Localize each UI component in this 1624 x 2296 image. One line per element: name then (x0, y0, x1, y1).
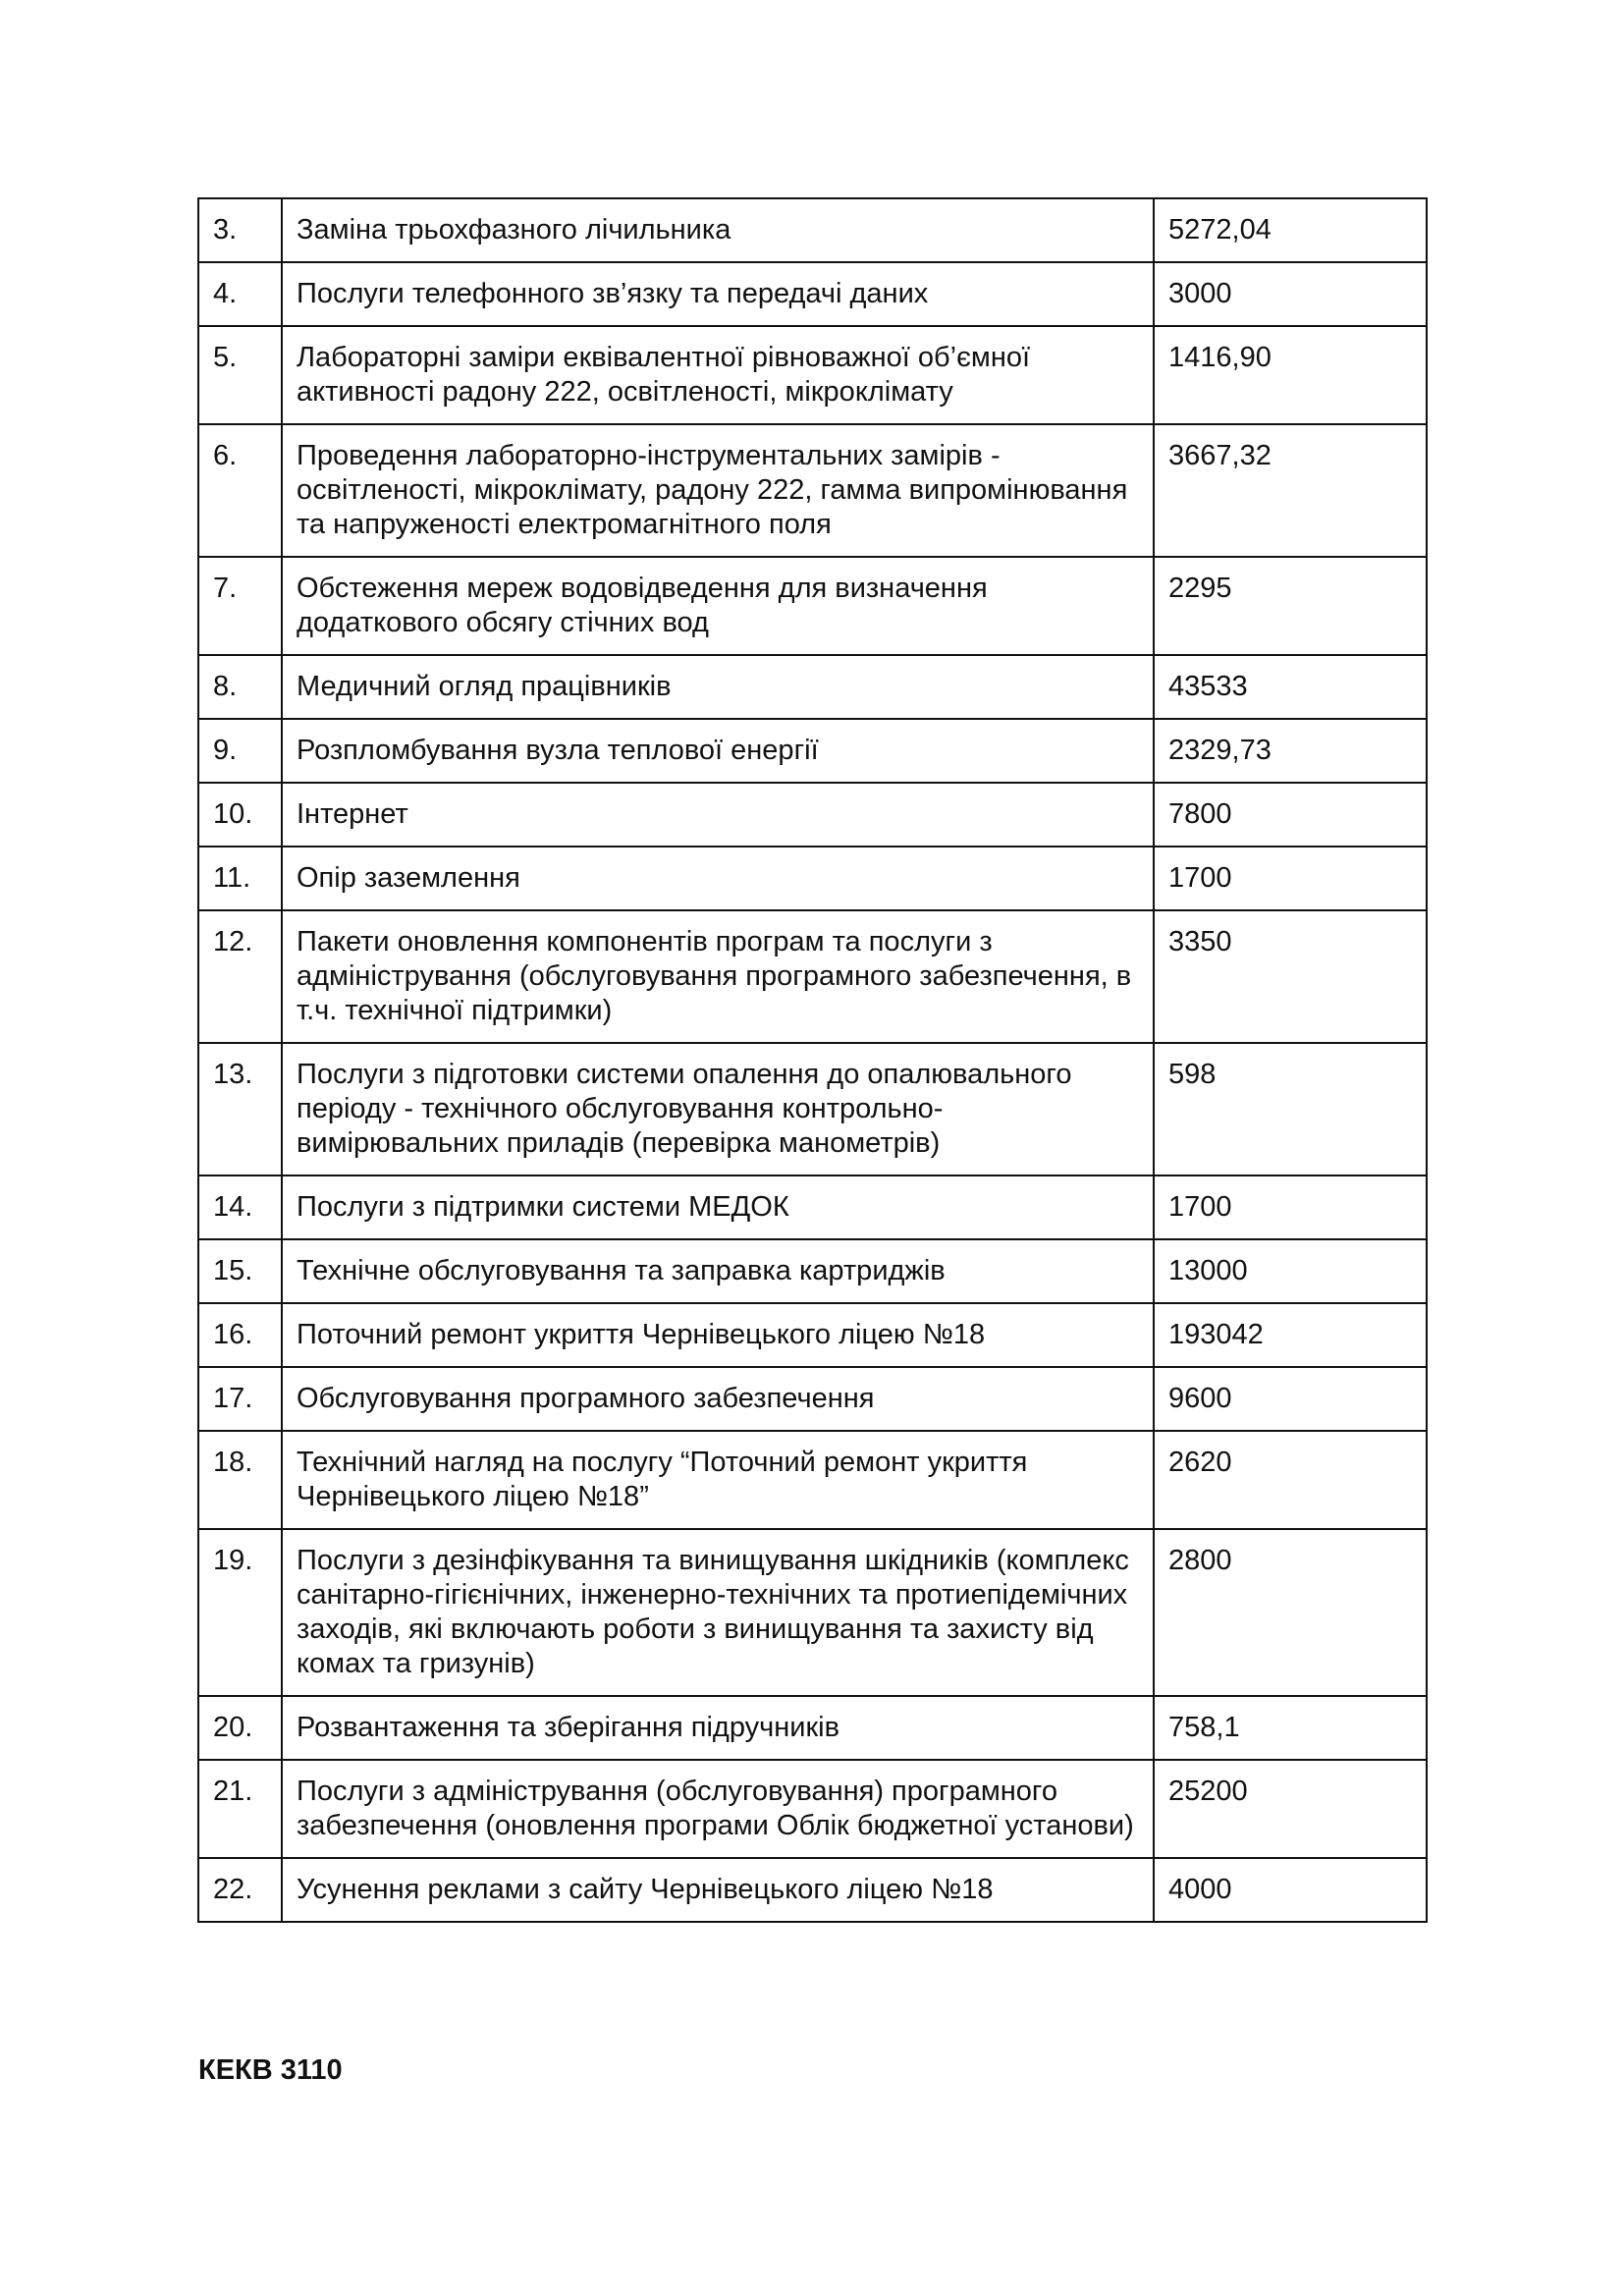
description-cell: Лабораторні заміри еквівалентної рівноважної об’ємної активності радону 222, освітленості, мікроклімату (282, 326, 1154, 424)
expenses-table-body (198, 198, 1427, 1922)
table-row (198, 783, 1427, 847)
amount-cell: 7800 (1154, 783, 1427, 847)
table-row (198, 424, 1427, 557)
row-number-cell: 15. (198, 1239, 282, 1303)
amount-cell: 4000 (1154, 1858, 1427, 1922)
amount-cell: 43533 (1154, 655, 1427, 719)
description-cell: Послуги з адміністрування (обслуговування) програмного забезпечення (оновлення програми Облік бюджетної установи) (282, 1760, 1154, 1858)
row-number-cell: 10. (198, 783, 282, 847)
description-cell: Опір заземлення (282, 847, 1154, 910)
row-number-cell: 8. (198, 655, 282, 719)
description-cell: Медичний огляд працівників (282, 655, 1154, 719)
description-cell: Послуги з підтримки системи МЕДОК (282, 1175, 1154, 1239)
row-number-cell: 5. (198, 326, 282, 424)
amount-cell: 9600 (1154, 1367, 1427, 1431)
row-number-cell: 17. (198, 1367, 282, 1431)
description-cell: Поточний ремонт укриття Чернівецького ліцею №18 (282, 1303, 1154, 1367)
table-row (198, 1303, 1427, 1367)
description-cell: Усунення реклами з сайту Чернівецького ліцею №18 (282, 1858, 1154, 1922)
amount-cell: 13000 (1154, 1239, 1427, 1303)
table-row (198, 1043, 1427, 1175)
table-row (198, 1529, 1427, 1696)
table-row (198, 557, 1427, 655)
amount-cell: 5272,04 (1154, 198, 1427, 262)
table-row (198, 326, 1427, 424)
table-row (198, 1760, 1427, 1858)
row-number-cell: 6. (198, 424, 282, 557)
row-number-cell: 11. (198, 847, 282, 910)
description-cell: Інтернет (282, 783, 1154, 847)
row-number-cell: 16. (198, 1303, 282, 1367)
kekv-section-heading: КЕКВ 3110 (198, 2054, 343, 2086)
table-row (198, 1858, 1427, 1922)
description-cell: Розпломбування вузла теплової енергії (282, 719, 1154, 783)
amount-cell: 2800 (1154, 1529, 1427, 1696)
row-number-cell: 3. (198, 198, 282, 262)
table-row (198, 198, 1427, 262)
table-row (198, 655, 1427, 719)
row-number-cell: 4. (198, 262, 282, 326)
row-number-cell: 13. (198, 1043, 282, 1175)
description-cell: Обслуговування програмного забезпечення (282, 1367, 1154, 1431)
table-row (198, 847, 1427, 910)
description-cell: Пакети оновлення компонентів програм та послуги з адміністрування (обслуговування програмного забезпечення, в т.ч. технічної підтримки) (282, 910, 1154, 1043)
row-number-cell: 12. (198, 910, 282, 1043)
table-row (198, 1239, 1427, 1303)
amount-cell: 758,1 (1154, 1696, 1427, 1760)
row-number-cell: 20. (198, 1696, 282, 1760)
description-cell: Послуги з підготовки системи опалення до опалювального періоду - технічного обслуговування контрольно-вимірювальних приладів (перевірка манометрів) (282, 1043, 1154, 1175)
description-cell: Послуги телефонного зв’язку та передачі даних (282, 262, 1154, 326)
amount-cell: 1416,90 (1154, 326, 1427, 424)
amount-cell: 193042 (1154, 1303, 1427, 1367)
row-number-cell: 9. (198, 719, 282, 783)
table-row (198, 1367, 1427, 1431)
amount-cell: 1700 (1154, 1175, 1427, 1239)
expenses-table (197, 197, 1428, 1923)
amount-cell: 2295 (1154, 557, 1427, 655)
row-number-cell: 21. (198, 1760, 282, 1858)
table-row (198, 1696, 1427, 1760)
amount-cell: 3000 (1154, 262, 1427, 326)
description-cell: Проведення лабораторно-інструментальних замірів - освітленості, мікроклімату, радону 222, гамма випромінювання та напруженості електромагнітного поля (282, 424, 1154, 557)
amount-cell: 3667,32 (1154, 424, 1427, 557)
description-cell: Розвантаження та зберігання підручників (282, 1696, 1154, 1760)
table-row (198, 910, 1427, 1043)
table-row (198, 719, 1427, 783)
amount-cell: 598 (1154, 1043, 1427, 1175)
table-row (198, 1175, 1427, 1239)
description-cell: Технічне обслуговування та заправка картриджів (282, 1239, 1154, 1303)
description-cell: Обстеження мереж водовідведення для визначення додаткового обсягу стічних вод (282, 557, 1154, 655)
amount-cell: 1700 (1154, 847, 1427, 910)
table-row (198, 262, 1427, 326)
amount-cell: 2620 (1154, 1431, 1427, 1529)
amount-cell: 2329,73 (1154, 719, 1427, 783)
row-number-cell: 7. (198, 557, 282, 655)
row-number-cell: 14. (198, 1175, 282, 1239)
table-row (198, 1431, 1427, 1529)
row-number-cell: 18. (198, 1431, 282, 1529)
description-cell: Послуги з дезінфікування та винищування шкідників (комплекс санітарно-гігієнічних, інженерно-технічних та протиепідемічних заходів, які включають роботи з винищування та захисту від комах та гризунів) (282, 1529, 1154, 1696)
row-number-cell: 19. (198, 1529, 282, 1696)
amount-cell: 3350 (1154, 910, 1427, 1043)
description-cell: Заміна трьохфазного лічильника (282, 198, 1154, 262)
row-number-cell: 22. (198, 1858, 282, 1922)
amount-cell: 25200 (1154, 1760, 1427, 1858)
description-cell: Технічний нагляд на послугу “Поточний ремонт укриття Чернівецького ліцею №18” (282, 1431, 1154, 1529)
